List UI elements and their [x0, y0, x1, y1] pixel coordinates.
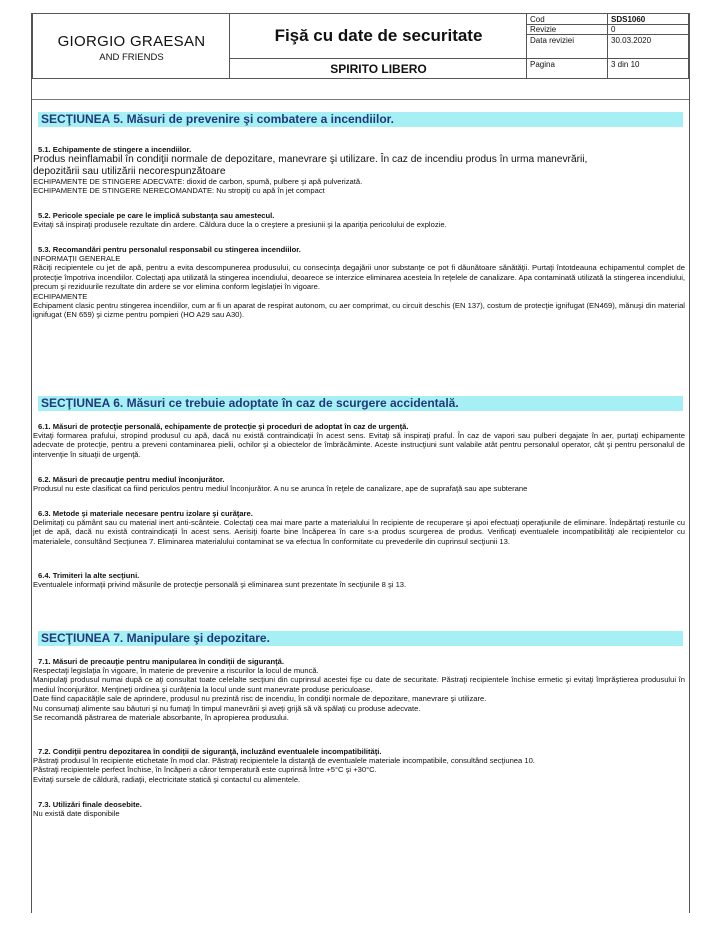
subsection-6-4: 6.4. Trimiteri la alte secţiuni.: [38, 571, 140, 580]
paragraph: Evitaţi sursele de căldură, radiaţii, electricitate statică şi contactul cu alimentele.: [33, 774, 301, 784]
paragraph: Delimitaţi cu pământ sau cu material inert anti-scânteie. Colectaţi cea mai mare parte a materialului în recipiente de recuperare şi apoi efectuaţi operaţiunile de eliminare. Îndepărtaţi resturile cu jet de apă, dacă nu există contraindicaţii în acest sens. Aerisiţi foarte bine încăperea în care s-a produs scurgerea de produs. Verificaţi eventualele incompatibilităţi ale recipientelor cu materialele, consultând Secţiunea 7. Eliminarea materialului contaminat se va efectua în conformitate cu prevederile din cuprinsul secţiunii 13.: [33, 518, 685, 546]
paragraph: Nu există date disponibile: [33, 809, 120, 818]
paragraph: Evitaţi să inspiraţi produsele rezultate din ardere. Căldura duce la o creştere a presiunii şi la apariţia pericolului de explozie.: [33, 220, 447, 229]
text-6-1: [33, 431, 685, 459]
section-6-banner: [38, 396, 683, 411]
section-5-title: SECŢIUNEA 5. Măsuri de prevenire şi combatere a incendiilor.: [41, 112, 395, 126]
meta-value: 3 din 10: [611, 60, 640, 69]
subsection-6-3: 6.3. Metode şi materiale necesare pentru izolare şi curăţare.: [38, 509, 253, 518]
subsection-5-2: 5.2. Pericole speciale pe care le implică substanţa sau amestecul.: [38, 211, 275, 220]
title-cell: [230, 14, 527, 59]
meta-key: Pagina: [530, 60, 555, 69]
company-subtitle: AND FRIENDS: [99, 52, 164, 63]
paragraph: Păstraţi produsul în recipiente etichetate în mod clar. Păstraţi recipientele la distanţă de eventualele materiale incompatibile, consultând secţiunea 10.: [33, 756, 535, 765]
document-page: [31, 13, 690, 913]
meta-key: Data reviziei: [530, 36, 575, 45]
document-title: Fişă cu date de securitate: [274, 26, 483, 45]
document-header: [32, 13, 689, 79]
section-6-title: SECŢIUNEA 6. Măsuri ce trebuie adoptate în caz de scurgere accidentală.: [41, 396, 459, 410]
subsection-6-1: 6.1. Măsuri de protecţie personală, echipamente de protecţie şi proceduri de adoptat în caz de urgenţă.: [38, 422, 409, 431]
meta-table: [527, 14, 688, 78]
text-6-2: [33, 484, 685, 493]
paragraph: Respectaţi legislaţia în vigoare, în materie de prevenire a riscurilor la locul de muncă.: [33, 666, 319, 675]
text-6-3: [33, 518, 685, 546]
company-cell: [33, 14, 230, 78]
paragraph: ECHIPAMENTE DE STINGERE ADECVATE: dioxid de carbon, spumă, pulbere şi apă pulverizată.: [33, 177, 363, 186]
paragraph: Echipament clasic pentru stingerea incendiilor, cum ar fi un aparat de respirat autonom, cu aer comprimat, cu circuit deschis (EN 137), costum de protecţie ignifugat (EN469), mănuşi din material ignifugat (EN 659) şi cizme pentru pompieri (HO A29 sau A30).: [33, 301, 685, 320]
meta-key: Revizie: [530, 25, 557, 34]
paragraph: ECHIPAMENTE: [33, 291, 88, 301]
text-5-2: [33, 220, 685, 229]
paragraph: INFORMAŢII GENERALE: [33, 254, 121, 263]
header-divider: [32, 99, 689, 100]
text-7-2: [33, 756, 685, 784]
text-6-4: [33, 580, 685, 589]
text-5-1: [33, 154, 685, 177]
section-7-banner: [38, 631, 683, 646]
company-name: GIORGIO GRAESAN: [57, 33, 206, 50]
subsection-5-3: 5.3. Recomandări pentru personalul responsabil cu stingerea incendiilor.: [38, 245, 301, 254]
paragraph: ECHIPAMENTE DE STINGERE NERECOMANDATE: Nu stropiţi cu apă în jet compact: [33, 186, 325, 196]
meta-row-code: [527, 14, 688, 25]
meta-row-revision: [527, 25, 688, 35]
paragraph: Răciţi recipientele cu jet de apă, pentru a evita descompunerea produsului, cu consecinţa degajării unor substanţe ce pot fi dăunătoare sănătăţii. Purtaţi întotdeauna echipamentul complet de protecţie împotriva incendiilor. Colectaţi apa utilizată la stingerea incendiului, deoarece se interzice eliminarea acesteia în reţelele de canalizare. Apa contaminată utilizată la stingerea incendiului, precum şi reziduurile rezultate din ardere se vor elimina conform legislaţiei în vigoare.: [33, 263, 685, 292]
paragraph: Manipulaţi produsul numai după ce aţi consultat toate celelalte secţiuni din cuprinsul acestei fişe cu date de securitate. Păstraţi recipientele închise ermetic şi evitaţi împrăştierea produsului în mediul înconjurător. Menţineţi ordinea şi curăţenia la locul unde sunt manevrate produse periculoase.: [33, 675, 685, 694]
text-7-3: [33, 809, 685, 818]
paragraph: Se recomandă păstrarea de materiale absorbante, în apropierea produsului.: [33, 713, 289, 723]
product-name: SPIRITO LIBERO: [330, 62, 427, 76]
section-7-title: SECŢIUNEA 7. Manipulare şi depozitare.: [41, 631, 270, 645]
meta-key: Cod: [530, 15, 545, 24]
paragraph: Produs neinflamabil în condiţii normale de depozitare, manevrare şi utilizare. În caz de incendiu produs în urma manevrării,: [33, 154, 588, 165]
product-cell: [230, 59, 527, 78]
meta-row-page: [527, 59, 688, 78]
paragraph: Nu consumaţi alimente sau băuturi şi nu fumaţi în timpul manevrării şi aveţi grijă să vă spălaţi cu produse adecvate.: [33, 703, 421, 713]
subsection-7-1: 7.1. Măsuri de precauţie pentru manipularea în condiţii de siguranţă.: [38, 657, 285, 666]
paragraph: Eventualele informaţii privind măsurile de protecţie personală şi eliminarea sunt prezentate în secţiunile 8 şi 13.: [33, 580, 407, 589]
text-7-1: [33, 666, 685, 722]
paragraph: Evitaţi formarea prafului, stropind produsul cu apă, dacă nu există contraindicaţii în acest sens. Evitaţi să inspiraţi praful. În caz de vapori sau pulberi degajate în aer, purtaţi echipamente adecvate de protecţie, pentru a preveni contaminarea pielii, ochilor şi a obiectelor de îmbrăcăminte. Aceste instrucţiuni sunt valabile atât pentru personalul operator, cât şi pentru personalul de intervenţie în situaţii de urgenţă.: [33, 431, 685, 459]
meta-value: 30.03.2020: [611, 36, 652, 45]
paragraph: Date fiind capacităţile sale de aprindere, produsul nu prezintă risc de incendiu, în condiţii normale de depozitare, manevrare şi utilizare.: [33, 694, 487, 704]
meta-value: SDS1060: [611, 15, 646, 24]
subsection-7-3: 7.3. Utilizări finale deosebite.: [38, 800, 142, 809]
subsection-7-2: 7.2. Condiţii pentru depozitarea în condiţii de siguranţă, incluzând eventualele incompatibilităţi.: [38, 747, 382, 756]
meta-row-revision-date: [527, 35, 688, 59]
subsection-5-1: 5.1. Echipamente de stingere a incendiilor.: [38, 145, 192, 154]
text-5-3: [33, 254, 685, 320]
paragraph: depozitării sau utilizării necorespunzătoare: [33, 165, 226, 177]
paragraph: Păstraţi recipientele perfect închise, în încăperi a căror temperatură este cuprinsă între +5°C şi +30°C.: [33, 765, 377, 775]
text-5-1-equipment: [33, 177, 685, 196]
meta-value: 0: [611, 25, 616, 34]
subsection-6-2: 6.2. Măsuri de precauţie pentru mediul înconjurător.: [38, 475, 225, 484]
paragraph: Produsul nu este clasificat ca fiind periculos pentru mediul înconjurător. A nu se arunca în reţele de canalizare, ape de suprafaţă sau ape subterane: [33, 484, 528, 493]
section-5-banner: [38, 112, 683, 127]
